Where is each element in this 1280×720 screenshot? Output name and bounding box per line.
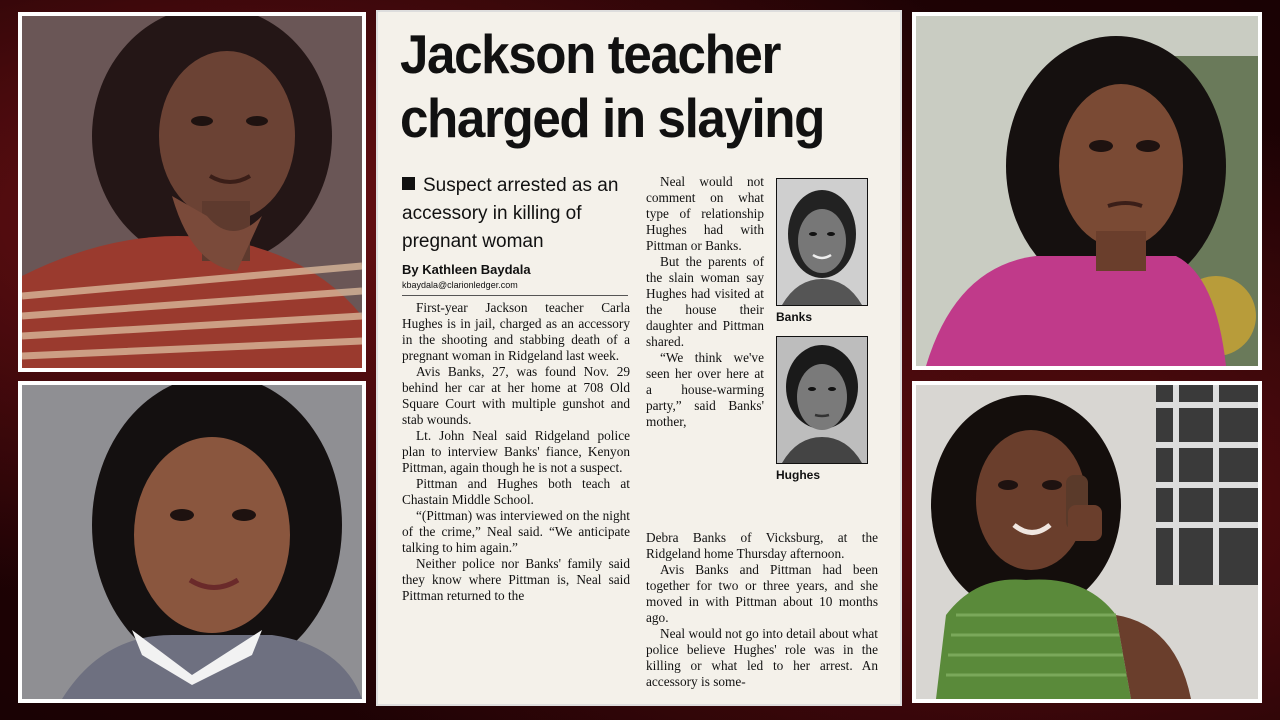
deck-text: Suspect arrested as an accessory in killing of pregnant woman: [402, 175, 619, 252]
courtroom-photo-woman-pink-sweater: [916, 16, 1258, 366]
deck: [402, 172, 632, 256]
portrait-photo-school-picture: [22, 385, 362, 699]
paragraph: Lt. John Neal said Ridgeland police plan to interview Banks' fiance, Kenyon Pittman, again though he is not a suspect.: [402, 428, 630, 475]
paragraph: Avis Banks and Pittman had been together for two or three years, and she moved in with Pittman about 10 months ago.: [646, 562, 878, 625]
photo-frame-top-left: [18, 12, 366, 372]
article-column-3: [646, 530, 878, 690]
mugshot-caption-banks: Banks: [776, 310, 813, 324]
paragraph: Neal would not comment on what type of relationship Hughes had with Pittman or Banks.: [646, 174, 764, 253]
headline: [400, 22, 856, 150]
paragraph: “We think we've seen her over here at a house-warming party,” said Banks' mother,: [646, 350, 764, 429]
paragraph: Neal would not go into detail about what police believe Hughes' role was in the killing or what led to her arrest. An accessory is some-: [646, 626, 878, 689]
paragraph: First-year Jackson teacher Carla Hughes is in jail, charged as an accessory in the shooting and stabbing death of a pregnant woman in Ridgeland last week.: [402, 300, 630, 363]
candid-photo-woman-on-phone: [916, 385, 1258, 699]
newspaper-clipping: [376, 10, 902, 706]
mugshot-hughes: [776, 336, 868, 464]
square-bullet-icon: [402, 177, 415, 190]
paragraph: Debra Banks of Vicksburg, at the Ridgeland home Thursday afternoon.: [646, 530, 878, 561]
paragraph: “(Pittman) was interviewed on the night of the crime,” Neal said. “We anticipate talking to him again.”: [402, 508, 630, 555]
byline-email: kbaydala@clarionledger.com: [402, 280, 518, 290]
article-column-2: [646, 174, 764, 430]
byline: By Kathleen Baydala: [402, 262, 531, 277]
mugshot-banks: [776, 178, 868, 306]
headline-line-2: charged in slaying: [400, 87, 825, 149]
paragraph: Avis Banks, 27, was found Nov. 29 behind her car at her home at 708 Old Square Court with multiple gunshot and stab wounds.: [402, 364, 630, 427]
mugshot-caption-hughes: Hughes: [776, 468, 821, 482]
byline-divider: [402, 295, 628, 296]
headline-line-1: Jackson teacher: [400, 23, 780, 85]
paragraph: Neither police nor Banks' family said they know where Pittman is, Neal said Pittman returned to the: [402, 556, 630, 603]
photo-frame-bottom-left: [18, 381, 366, 703]
paragraph: But the parents of the slain woman say Hughes had visited at the house their daughter and Pittman shared.: [646, 254, 764, 349]
article-column-1: [402, 300, 630, 604]
photo-frame-top-right: [912, 12, 1262, 370]
portrait-photo-woman-striped-sweater: [22, 16, 362, 368]
photo-frame-bottom-right: [912, 381, 1262, 703]
paragraph: Pittman and Hughes both teach at Chastain Middle School.: [402, 476, 630, 507]
